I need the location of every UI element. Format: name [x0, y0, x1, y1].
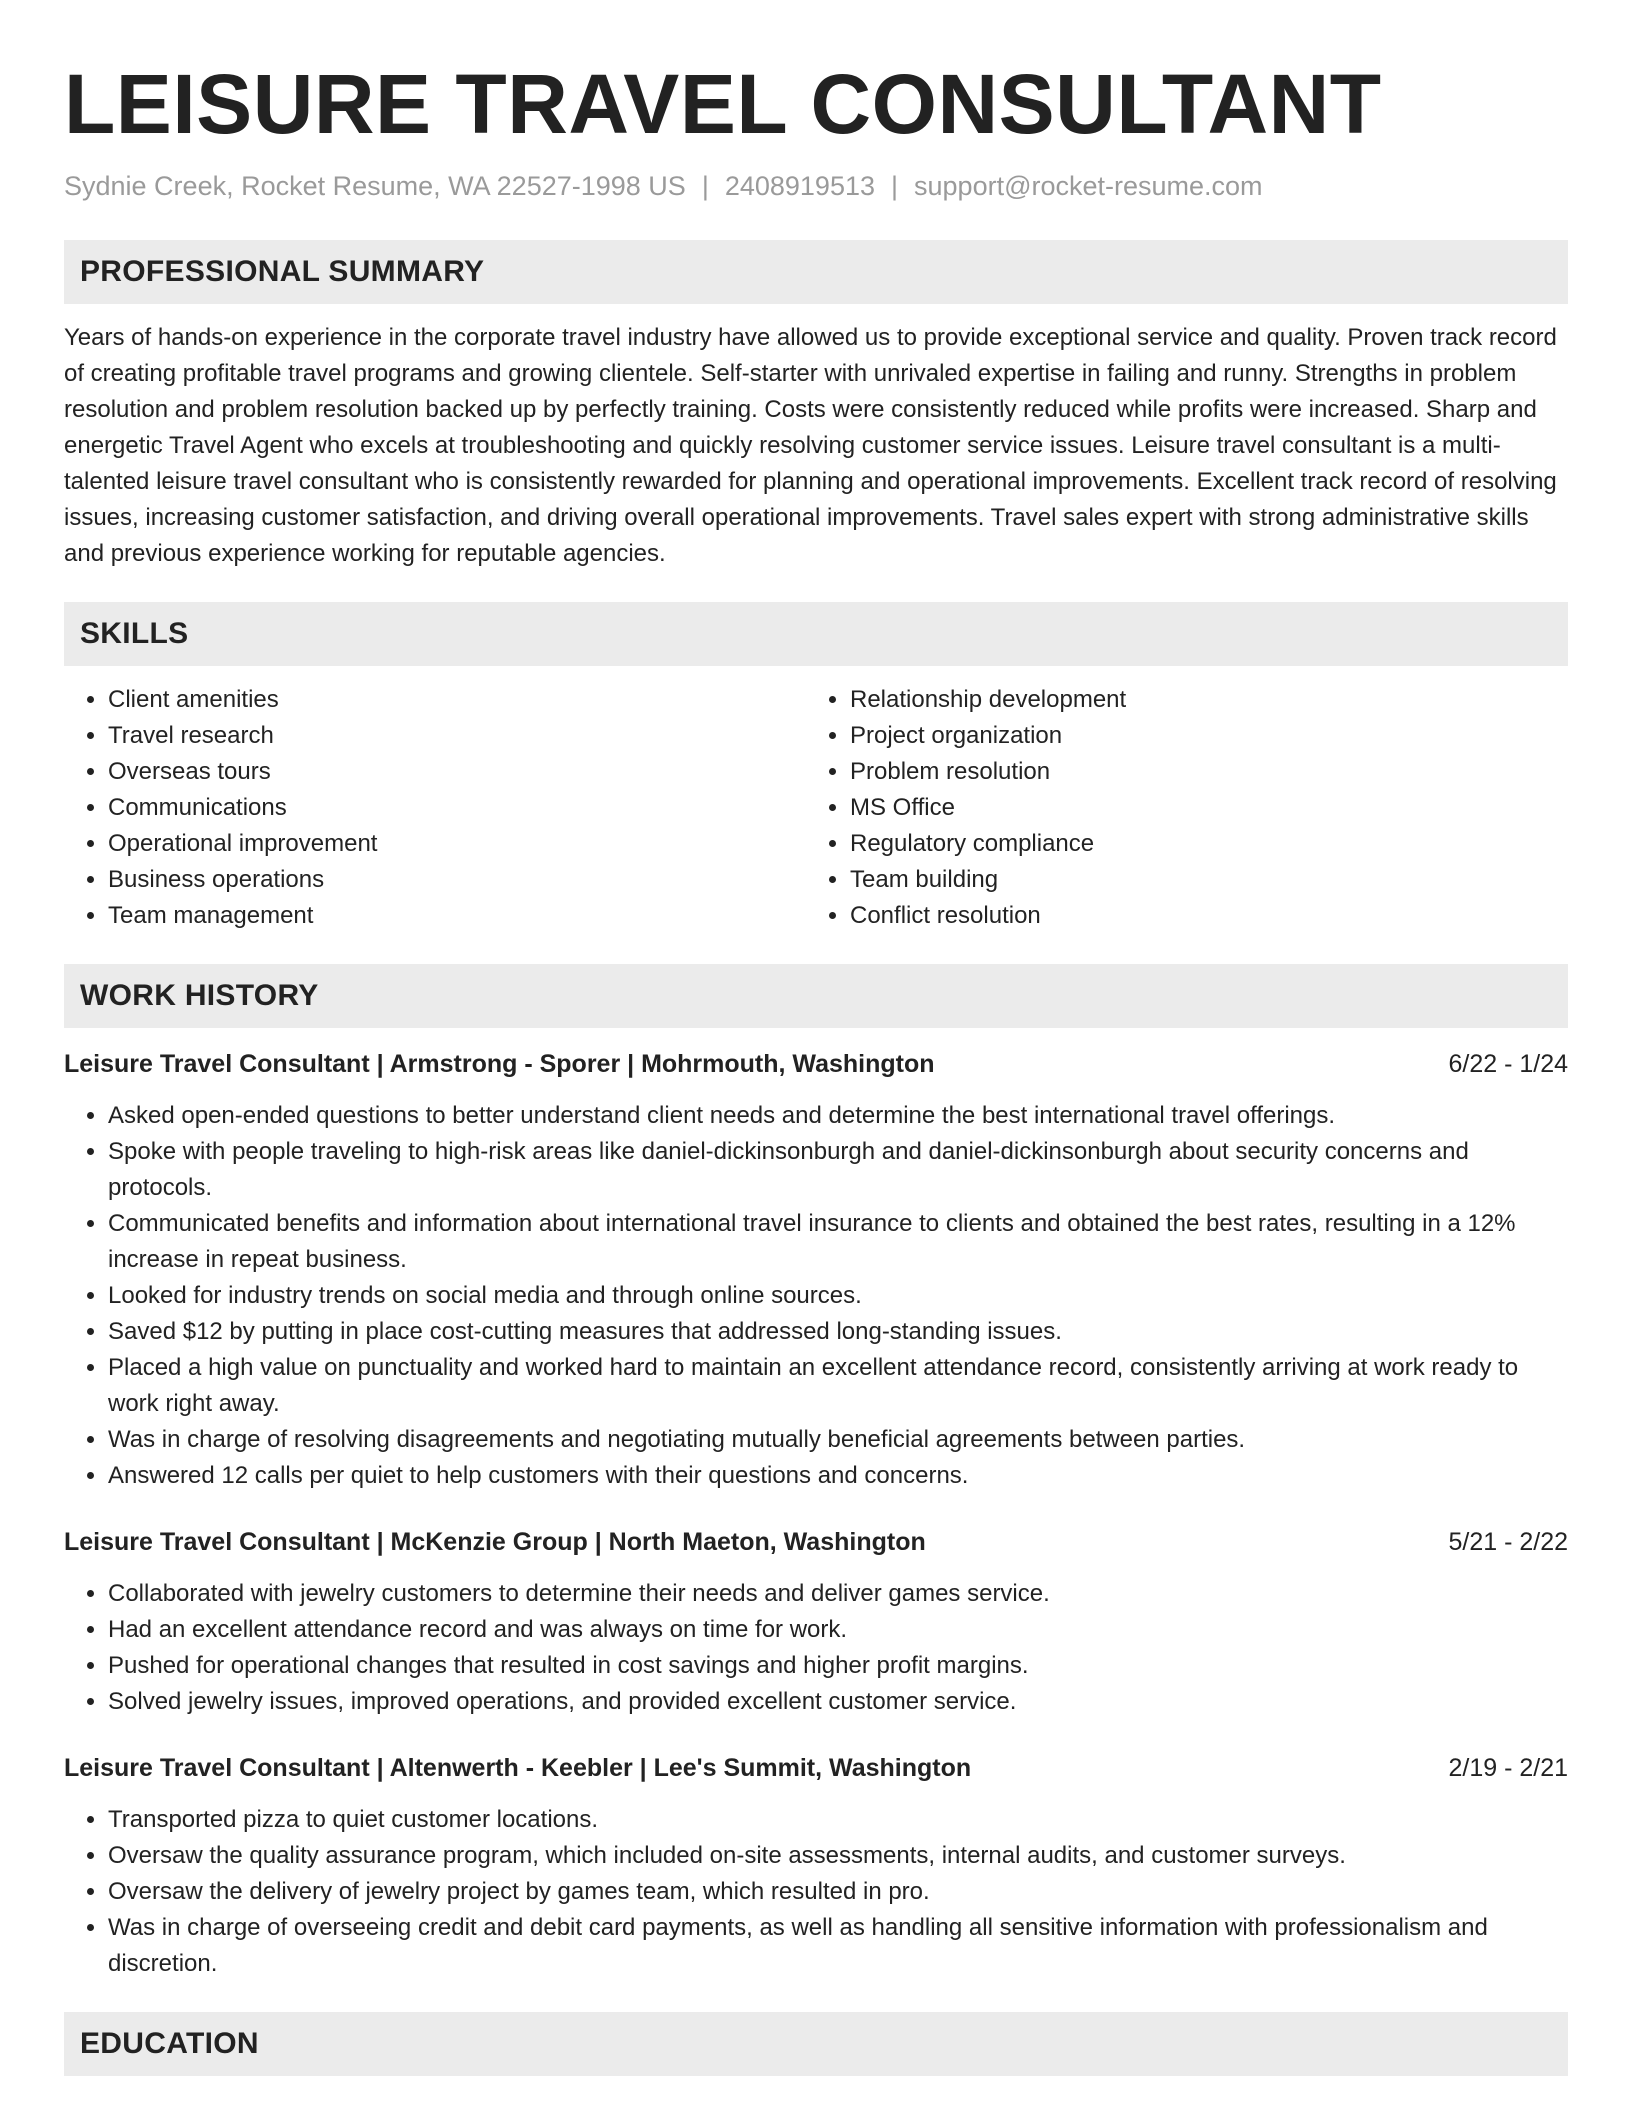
section-header-education: EDUCATION [64, 2012, 1568, 2076]
skills-grid [64, 682, 1568, 934]
skill-item: • Client amenities [108, 682, 806, 718]
job-bullet: • Spoke with people traveling to high-risk areas like daniel-dickinsonburgh and daniel-dickinsonburgh about security concerns and protocols. [108, 1134, 1568, 1206]
job-bullet: • Transported pizza to quiet customer locations. [108, 1802, 1568, 1838]
job-title: Leisure Travel Consultant | Altenwerth - Keebler | Lee's Summit, Washington [64, 1754, 972, 1782]
job-bullet: • Was in charge of resolving disagreements and negotiating mutually beneficial agreements between parties. [108, 1422, 1568, 1458]
job-bullet: • Pushed for operational changes that resulted in cost savings and higher profit margins. [108, 1648, 1568, 1684]
job-entry [64, 1750, 1568, 1982]
section-header-summary: PROFESSIONAL SUMMARY [64, 240, 1568, 304]
job-bullet: • Oversaw the delivery of jewelry project by games team, which resulted in pro. [108, 1874, 1568, 1910]
job-dates: 2/19 - 2/21 [1448, 1754, 1568, 1782]
job-entry [64, 1046, 1568, 1494]
skills-list-right [806, 682, 1548, 934]
summary-text: Years of hands-on experience in the corporate travel industry have allowed us to provide exceptional service and quality. Proven track record of creating profitable travel programs and growing clientele. Self-starter with unrivaled expertise in failing and runny. Strengths in problem resolution and problem resolution backed up by perfectly training. Costs were consistently reduced while profits were increased. Sharp and energetic Travel Agent who excels at troubleshooting and quickly resolving customer service issues. Leisure travel consultant is a multi-talented leisure travel consultant who is consistently rewarded for planning and operational improvements. Excellent track record of resolving issues, increasing customer satisfaction, and driving overall operational improvements. Travel sales expert with strong administrative skills and previous experience working for reputable agencies. [64, 324, 1557, 567]
section-header-skills: SKILLS [64, 602, 1568, 666]
skill-item: • Regulatory compliance [850, 826, 1548, 862]
skill-item: • Communications [108, 790, 806, 826]
contact-email: support@rocket-resume.com [914, 171, 1263, 201]
skill-item: • Overseas tours [108, 754, 806, 790]
job-bullet: • Was in charge of overseeing credit and debit card payments, as well as handling all sensitive information with professionalism and discretion. [108, 1910, 1568, 1982]
job-bullet: • Oversaw the quality assurance program, which included on-site assessments, internal audits, and customer surveys. [108, 1838, 1568, 1874]
job-bullet: • Communicated benefits and information about international travel insurance to clients and obtained the best rates, resulting in a 12% increase in repeat business. [108, 1206, 1568, 1278]
skill-item: • Conflict resolution [850, 898, 1548, 934]
contact-separator: | [891, 171, 899, 201]
job-bullets [64, 1098, 1568, 1494]
job-dates: 5/21 - 2/22 [1448, 1528, 1568, 1556]
contact-line [64, 168, 1568, 204]
job-bullet: • Solved jewelry issues, improved operations, and provided excellent customer service. [108, 1684, 1568, 1720]
contact-address: Sydnie Creek, Rocket Resume, WA 22527-1998 US [64, 171, 686, 201]
job-header [64, 1524, 1568, 1560]
contact-separator: | [701, 171, 709, 201]
skill-item: • Relationship development [850, 682, 1548, 718]
job-header [64, 1046, 1568, 1082]
job-bullet: • Placed a high value on punctuality and worked hard to maintain an excellent attendance record, consistently arriving at work ready to work right away. [108, 1350, 1568, 1422]
skill-item: • Operational improvement [108, 826, 806, 862]
job-title: Leisure Travel Consultant | McKenzie Group | North Maeton, Washington [64, 1528, 926, 1556]
skill-item: • Problem resolution [850, 754, 1548, 790]
skill-item: • Project organization [850, 718, 1548, 754]
job-bullets [64, 1802, 1568, 1982]
skill-item: • Business operations [108, 862, 806, 898]
section-header-work-history: WORK HISTORY [64, 964, 1568, 1028]
job-bullet: • Answered 12 calls per quiet to help customers with their questions and concerns. [108, 1458, 1568, 1494]
job-bullet: • Looked for industry trends on social media and through online sources. [108, 1278, 1568, 1314]
job-header [64, 1750, 1568, 1786]
skills-list-left [64, 682, 806, 934]
job-entry [64, 1524, 1568, 1720]
skill-item: • Travel research [108, 718, 806, 754]
page-title: LEISURE TRAVEL CONSULTANT [64, 57, 1382, 151]
contact-phone: 2408919513 [724, 171, 875, 201]
job-bullet: • Saved $12 by putting in place cost-cutting measures that addressed long-standing issues. [108, 1314, 1568, 1350]
job-dates: 6/22 - 1/24 [1448, 1050, 1568, 1078]
skill-item: • MS Office [850, 790, 1548, 826]
job-bullets [64, 1576, 1568, 1720]
job-bullet: • Collaborated with jewelry customers to determine their needs and deliver games service. [108, 1576, 1568, 1612]
job-title: Leisure Travel Consultant | Armstrong - Sporer | Mohrmouth, Washington [64, 1050, 935, 1078]
skill-item: • Team building [850, 862, 1548, 898]
skill-item: • Team management [108, 898, 806, 934]
job-bullet: • Asked open-ended questions to better understand client needs and determine the best international travel offerings. [108, 1098, 1568, 1134]
job-bullet: • Had an excellent attendance record and was always on time for work. [108, 1612, 1568, 1648]
work-history-list [64, 1046, 1568, 1982]
